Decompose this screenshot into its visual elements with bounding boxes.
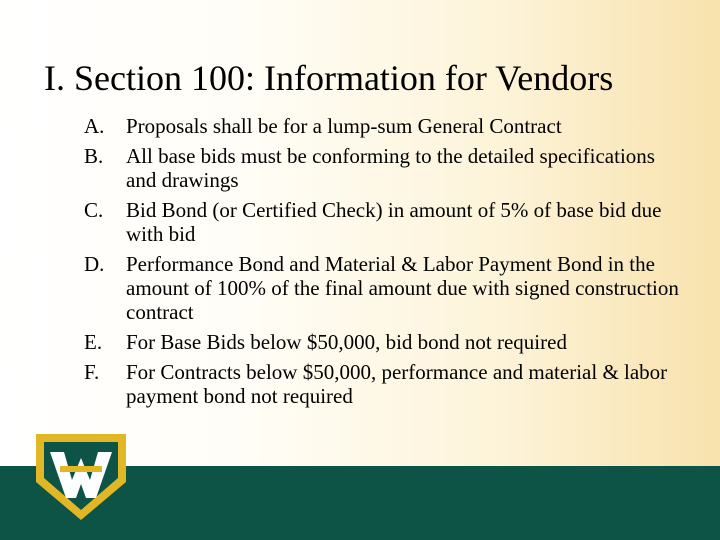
bullet-item-c xyxy=(84,198,684,246)
bullet-letter: E. xyxy=(84,330,103,354)
bullet-item-e xyxy=(84,330,684,354)
bullet-text: For Contracts below $50,000, performance and material & labor payment bond not required xyxy=(126,360,668,408)
bullet-letter: D. xyxy=(84,252,105,276)
bullet-text: Proposals shall be for a lump-sum General Contract xyxy=(126,114,562,138)
bullet-item-a xyxy=(84,114,684,138)
bullet-list xyxy=(84,114,684,414)
bullet-letter: A. xyxy=(84,114,105,138)
w-bar xyxy=(60,466,102,472)
bullet-text: All base bids must be conforming to the detailed specifications and drawings xyxy=(126,144,655,192)
bullet-letter: F. xyxy=(84,360,100,384)
bullet-item-d xyxy=(84,252,684,324)
bullet-text: For Base Bids below $50,000, bid bond not required xyxy=(126,330,567,354)
bullet-letter: B. xyxy=(84,144,104,168)
bullet-text: Performance Bond and Material & Labor Payment Bond in the amount of 100% of the final amount due with signed construction contract xyxy=(126,252,679,324)
bullet-item-b xyxy=(84,144,684,192)
bullet-letter: C. xyxy=(84,198,104,222)
bullet-item-f xyxy=(84,360,684,408)
bullet-text: Bid Bond (or Certified Check) in amount of 5% of base bid due with bid xyxy=(126,198,662,246)
shield-w-logo-icon xyxy=(30,422,132,522)
slide-title: I. Section 100: Information for Vendors xyxy=(44,58,614,98)
